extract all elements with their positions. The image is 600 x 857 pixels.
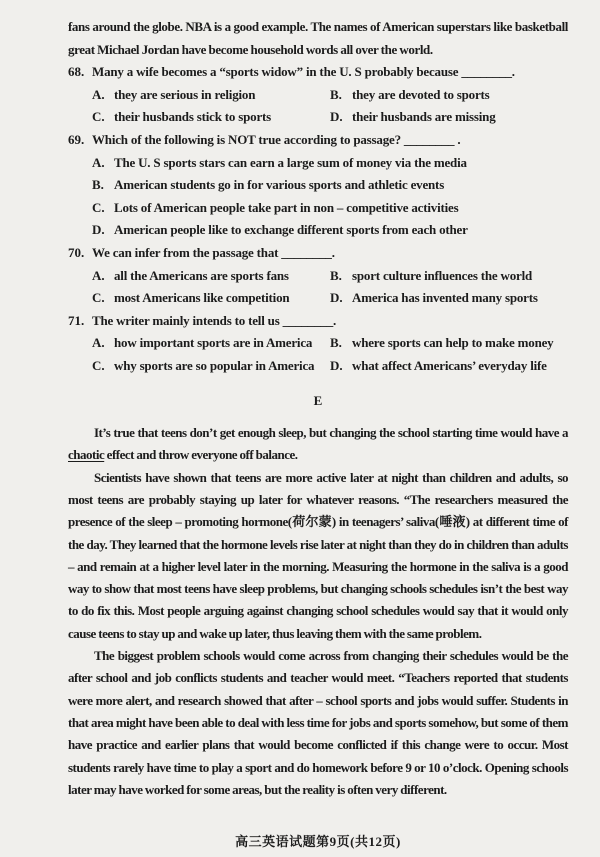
option-text: most Americans like competition	[114, 290, 290, 306]
passage-p1-after: effect and throw everyone off balance.	[104, 447, 298, 463]
option-text: where sports can help to make money	[352, 335, 554, 351]
question-stem: We can infer from the passage that ________.	[92, 244, 335, 260]
section-label-e: E	[313, 392, 323, 408]
passage-p1-before: It’s true that teens don’t get enough sleep, but changing the school starting time would have a	[94, 425, 568, 441]
question-number: 70.	[68, 244, 85, 260]
options-group	[68, 152, 568, 242]
option-68-C	[92, 106, 330, 129]
question-item	[68, 310, 568, 378]
option-text: sport culture influences the world	[352, 267, 533, 283]
option-69-B	[92, 174, 568, 197]
option-label: C.	[92, 109, 105, 125]
passage-paragraph-2: Scientists have shown that teens are more active later at night than children and adults, so most teens are probably staying up later for whatever reasons. “The researchers measured the presence of the sleep – promoting hormone(荷尔蒙) in teenagers’ saliva(唾液) at different time of the day. They learned that the hormone levels rise later at night than they do in children than adults – and remain at a higher level later in the morning. Measuring the hormone in the saliva is a good way to show that most teens have sleep problems, but changing schools schedules isn’t the best way to do fix this. Most people arguing against changing school schedules would say that it would only cause teens to stay up and wake up later, thus leaving them with the same problem.	[68, 469, 568, 641]
question-number: 68.	[68, 64, 85, 80]
passage-paragraph-3: The biggest problem schools would come across from changing their schedules would be the after school and job conflicts students and teacher would meet. “Teachers reported that students were more alert, and research showed that after – school sports and jobs would suffer. Students in that area might have been able to deal with less time for jobs and sports somehow, but some of them have practice and earlier plans that would become conflicted if this change were to occur. Most students rarely have time to play a sport and do homework before 9 or 10 o’clock. Opening schools later may have worked for some areas, but the reality is often very different.	[68, 648, 568, 797]
question-stem: Many a wife becomes a “sports widow” in the U. S probably because ________.	[92, 64, 515, 80]
option-68-B	[330, 84, 568, 107]
option-text: they are devoted to sports	[352, 86, 490, 102]
option-label: A.	[92, 335, 105, 351]
option-71-D	[330, 355, 568, 378]
option-text: their husbands stick to sports	[114, 109, 272, 125]
question-item	[68, 61, 568, 129]
question-number: 71.	[68, 312, 85, 328]
intro-paragraph	[68, 16, 568, 61]
question-item	[68, 242, 568, 310]
question-stem-row	[68, 129, 568, 152]
option-label: C.	[92, 357, 105, 373]
question-number: 69.	[68, 131, 85, 147]
passage-paragraph-1	[68, 422, 568, 467]
option-71-A	[92, 332, 330, 355]
option-70-A	[92, 265, 330, 288]
option-68-D	[330, 106, 568, 129]
intro-text: fans around the globe. NBA is a good example. The names of American superstars like basketball great Michael Jordan have become household words all over the world.	[68, 19, 568, 57]
option-label: B.	[330, 335, 342, 351]
option-text: why sports are so popular in America	[114, 357, 315, 373]
option-label: D.	[330, 357, 343, 373]
options-group	[68, 84, 568, 129]
option-text: all the Americans are sports fans	[114, 267, 289, 283]
option-label: C.	[92, 199, 105, 215]
question-stem-row	[68, 61, 568, 84]
option-label: D.	[92, 222, 105, 238]
option-69-C	[92, 197, 568, 220]
option-68-A	[92, 84, 330, 107]
option-69-D	[92, 219, 568, 242]
option-label: A.	[92, 86, 105, 102]
option-label: C.	[92, 290, 105, 306]
option-text: American students go in for various sports and athletic events	[114, 177, 445, 193]
option-text: they are serious in religion	[114, 86, 256, 102]
options-group	[68, 332, 568, 377]
underlined-word-chaotic: chaotic	[68, 447, 105, 463]
option-label: D.	[330, 109, 343, 125]
question-item	[68, 129, 568, 242]
option-label: D.	[330, 290, 343, 306]
option-71-C	[92, 355, 330, 378]
options-group	[68, 265, 568, 310]
option-text: their husbands are missing	[352, 109, 496, 125]
question-stem-row	[68, 242, 568, 265]
page-content	[68, 16, 568, 801]
question-stem: Which of the following is NOT true according to passage? ________ .	[92, 131, 461, 147]
option-text: The U. S sports stars can earn a large sum of money via the media	[114, 154, 467, 170]
option-70-C	[92, 287, 330, 310]
option-text: what affect Americans’ everyday life	[352, 357, 547, 373]
option-69-A	[92, 152, 568, 175]
questions	[68, 61, 568, 377]
option-70-D	[330, 287, 568, 310]
option-70-B	[330, 265, 568, 288]
option-text: America has invented many sports	[352, 290, 538, 306]
option-text: American people like to exchange different sports from each other	[114, 222, 468, 238]
question-stem: The writer mainly intends to tell us ________.	[92, 312, 337, 328]
option-71-B	[330, 332, 568, 355]
option-label: A.	[92, 154, 105, 170]
question-stem-row	[68, 310, 568, 333]
option-label: B.	[330, 86, 342, 102]
option-text: how important sports are in America	[114, 335, 313, 351]
page-footer: 高三英语试题第9页(共12页)	[235, 834, 401, 849]
option-label: B.	[330, 267, 342, 283]
option-label: A.	[92, 267, 105, 283]
option-text: Lots of American people take part in non – competitive activities	[114, 199, 459, 215]
option-label: B.	[92, 177, 104, 193]
reading-passage	[68, 422, 568, 801]
